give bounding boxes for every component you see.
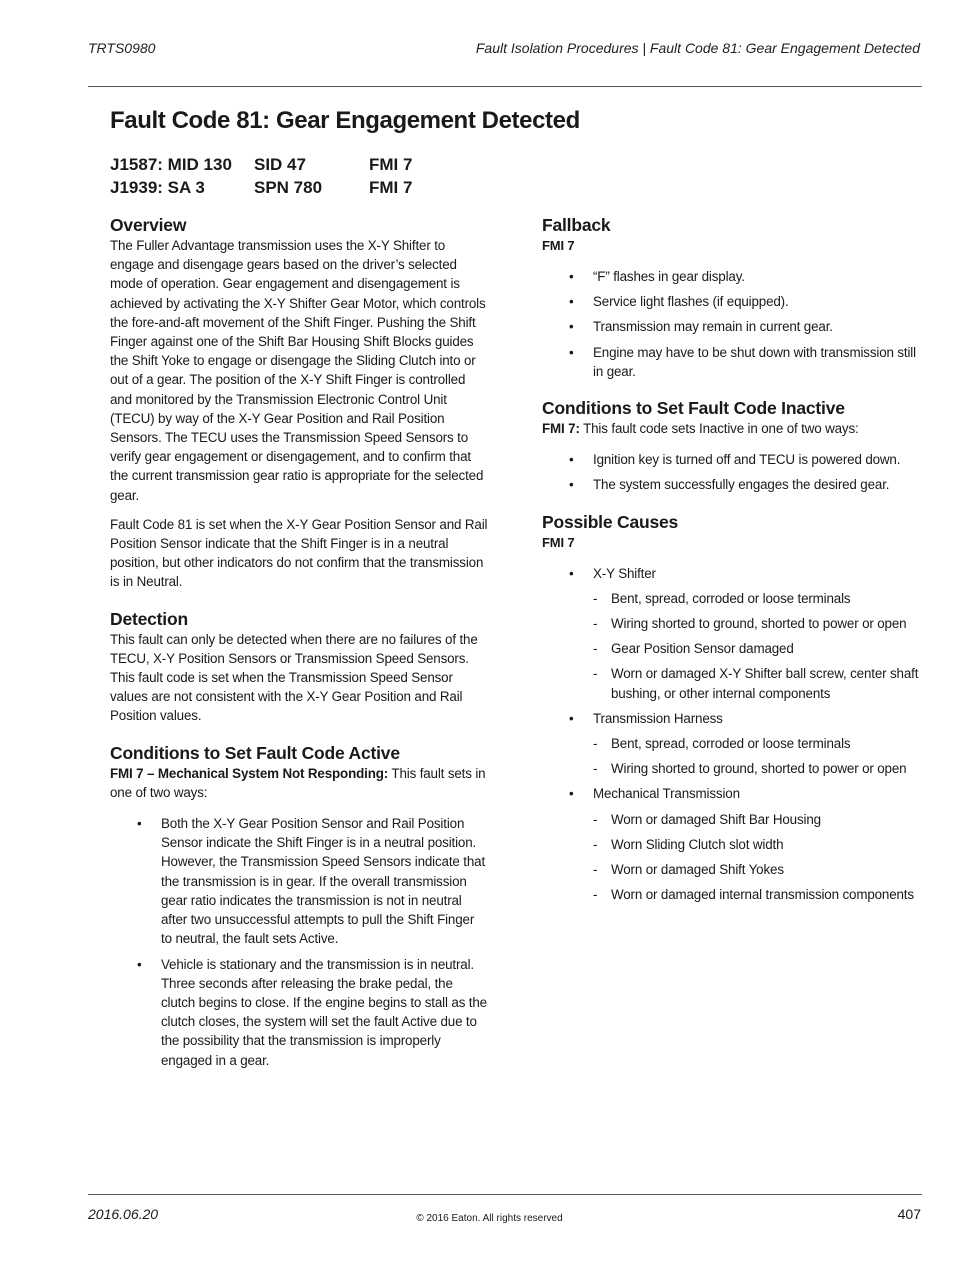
inactive-conditions-section <box>542 397 922 495</box>
code-protocol: J1587: MID 130 <box>110 155 232 174</box>
detection-paragraph: This fault can only be detected when there are no failures of the TECU, X-Y Position Sensors or Transmission Speed Sensors. This fault code is set when the Transmission Speed Sensor values are not consistent with the X-Y Gear Position and Rail Position values. <box>110 631 478 724</box>
list-item: - Bent, spread, corroded or loose terminals <box>593 734 922 753</box>
cause-group-transmission-harness <box>542 709 922 779</box>
header-divider <box>88 86 922 87</box>
list-item: - Worn Sliding Clutch slot width <box>593 835 922 854</box>
inactive-conditions-heading: Conditions to Set Fault Code Inactive <box>542 398 845 419</box>
inactive-conditions-list <box>542 450 922 494</box>
active-conditions-section <box>110 742 488 1070</box>
active-conditions-lead <box>110 764 488 802</box>
possible-causes-heading: Possible Causes <box>542 511 679 532</box>
code-id: SPN 780 <box>254 178 323 197</box>
cause-sublist <box>593 734 922 778</box>
cause-group-label: Mechanical Transmission <box>593 786 740 802</box>
list-item: - Worn or damaged Shift Yokes <box>593 860 922 879</box>
causes-fmi-label: FMI 7 <box>542 534 575 550</box>
list-item: • Ignition key is turned off and TECU is powered down. <box>542 450 922 469</box>
code-protocol: J1939: SA 3 <box>110 178 205 197</box>
right-column <box>542 214 922 920</box>
list-item: • Vehicle is stationary and the transmission is in neutral. Three seconds after releasing the brake pedal, the clutch begins to close. If the engine begins to stall as the clutch closes, the system will set the fault Active due to the possibility that the transmission is improperly engaged in a gear. <box>110 955 488 1070</box>
doc-id: TRTS0980 <box>88 40 156 56</box>
running-header: Fault Isolation Procedures | Fault Code 81: Gear Engagement Detected <box>475 40 920 56</box>
possible-causes-section <box>542 511 922 905</box>
list-item: - Wiring shorted to ground, shorted to power or open <box>593 759 922 778</box>
list-item: • The system successfully engages the desired gear. <box>542 475 922 494</box>
overview-paragraph-1: The Fuller Advantage transmission uses the X-Y Shifter to engage and disengage gears based on the driver’s selected mode of operation. Gear engagement and disengagement is achieved by activating the X-Y Shifter Gear Motor, which controls the fore-and-aft movement of the Shift Finger. Pushing the Shift Finger against one of the Shift Bar Housing Shift Blocks guides the Shift Yoke to engage or disengage the Sliding Clutch into or out of a gear. The position of the X-Y Shift Finger is controlled and monitored by the Transmission Electronic Control Unit (TECU) by way of the X-Y Gear Position and Rail Position Sensors. The TECU uses the Transmission Speed Sensors to verify gear engagement or disengagement, and to confirm that the current transmission gear ratio is appropriate for the selected gear. <box>110 238 486 503</box>
code-row-j1939 <box>110 176 429 199</box>
cause-sublist <box>593 810 922 905</box>
code-fmi: FMI 7 <box>369 178 413 197</box>
footer-copyright: © 2016 Eaton. All rights reserved <box>416 1213 563 1224</box>
fallback-heading: Fallback <box>542 215 611 235</box>
causes-list <box>542 564 922 905</box>
detection-heading: Detection <box>110 608 188 629</box>
list-item: • Transmission may remain in current gear. <box>542 317 922 336</box>
inactive-lead-text: This fault code sets Inactive in one of two ways: <box>579 421 859 437</box>
overview-heading: Overview <box>110 215 187 235</box>
inactive-fmi-label: FMI 7: <box>542 421 580 437</box>
footer-date: 2016.06.20 <box>88 1206 159 1222</box>
overview-paragraph-2: Fault Code 81 is set when the X-Y Gear Position Sensor and Rail Position Sensor indicate that the Shift Finger is in a neutral position, but other indicators do not confirm that the transmission is in Neutral. <box>110 516 488 590</box>
list-item: - Worn or damaged internal transmission components <box>593 885 922 904</box>
page-number: 407 <box>897 1206 921 1222</box>
list-item: - Worn or damaged X-Y Shifter ball screw, center shaft bushing, or other internal components <box>593 664 922 702</box>
list-item: • Engine may have to be shut down with transmission still in gear. <box>542 343 922 381</box>
inactive-conditions-lead <box>542 419 922 438</box>
page-title: Fault Code 81: Gear Engagement Detected <box>110 107 580 134</box>
cause-group-label: X-Y Shifter <box>593 565 656 581</box>
fallback-list <box>542 267 922 381</box>
active-fmi-label: FMI 7 – Mechanical System Not Responding: <box>110 765 389 781</box>
cause-sublist <box>593 589 922 703</box>
list-item: - Wiring shorted to ground, shorted to power or open <box>593 614 922 633</box>
list-item: - Bent, spread, corroded or loose terminals <box>593 589 922 608</box>
fault-code-table <box>110 153 429 199</box>
list-item: • “F” flashes in gear display. <box>542 267 922 286</box>
cause-group-xy-shifter <box>542 564 922 703</box>
code-id: SID 47 <box>254 155 306 174</box>
fallback-section <box>542 214 922 381</box>
footer-divider <box>88 1194 922 1195</box>
code-row-j1587 <box>110 153 429 176</box>
cause-group-mechanical-transmission <box>542 784 922 904</box>
active-lead-text: This fault sets in one of two ways: <box>110 765 486 800</box>
list-item: • Both the X-Y Gear Position Sensor and Rail Position Sensor indicate the Shift Finger is in a neutral position. However, the Transmission Speed Sensors indicate that the transmission is in gear. If the overall transmission gear ratio indicates the transmission is not in neutral after two unsuccessful attempts to pull the Shift Finger to neutral, the fault sets Active. <box>110 814 488 948</box>
list-item: - Gear Position Sensor damaged <box>593 639 922 658</box>
code-fmi: FMI 7 <box>369 155 413 174</box>
detection-section <box>110 608 488 726</box>
list-item: • Service light flashes (if equipped). <box>542 292 922 311</box>
fallback-fmi-label: FMI 7 <box>542 238 575 253</box>
active-conditions-list <box>110 814 488 1070</box>
overview-section <box>110 214 488 592</box>
left-column <box>110 214 488 1086</box>
cause-group-label: Transmission Harness <box>593 710 723 726</box>
list-item: - Worn or damaged Shift Bar Housing <box>593 810 922 829</box>
active-conditions-heading: Conditions to Set Fault Code Active <box>110 742 400 763</box>
